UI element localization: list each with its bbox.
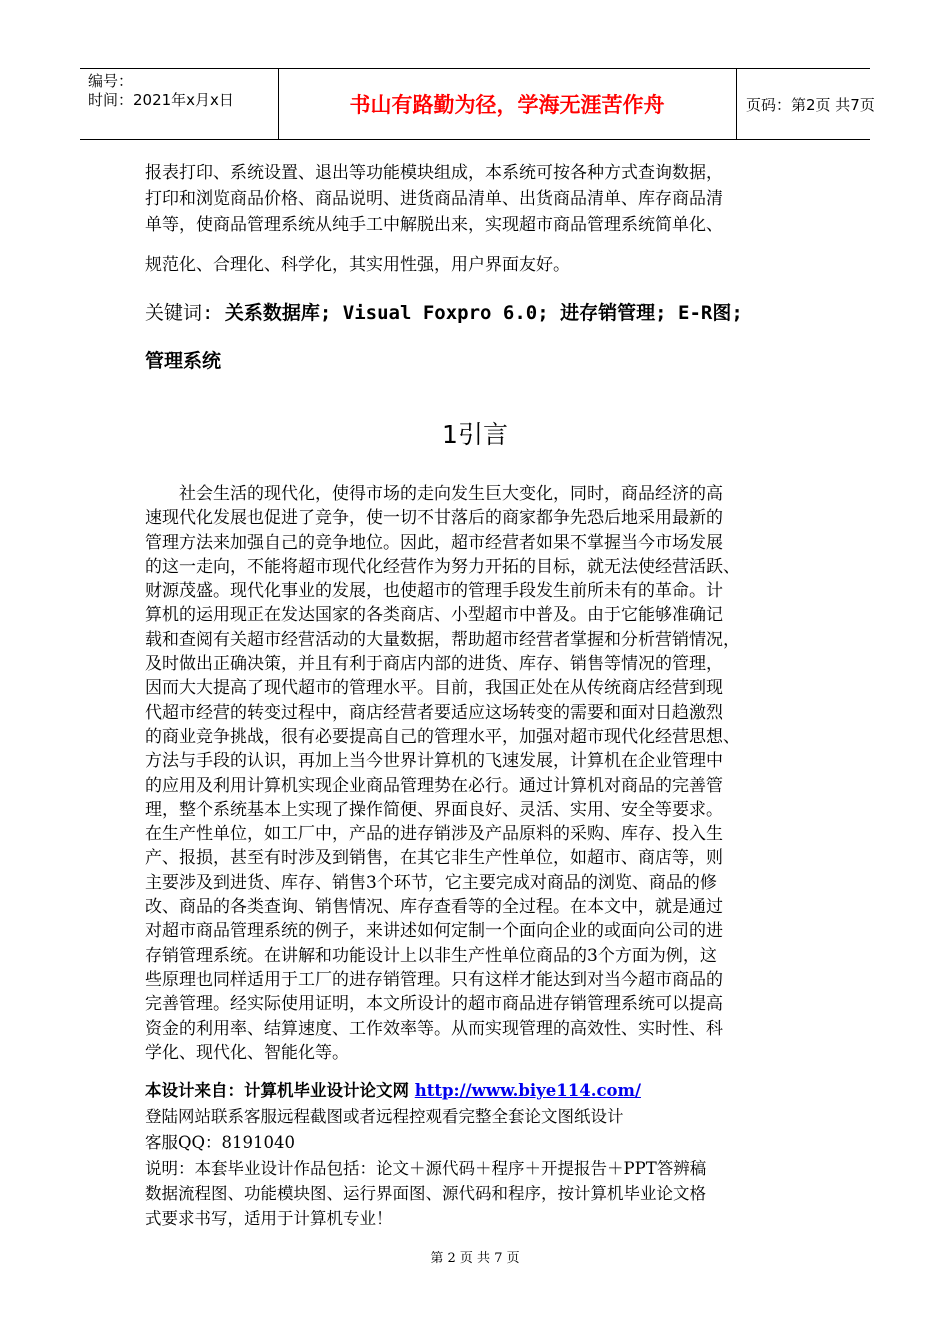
abstract-line: 规范化、合理化、科学化，其实用性强，用户界面友好。 [145,255,570,275]
paragraph-line: 产、报损，甚至有时涉及到销售，在其它非生产性单位，如超市、商店等，则 [145,848,723,869]
paragraph-line: 完善管理。经实际使用证明，本文所设计的超市商品进存销管理系统可以提高 [145,994,723,1015]
paragraph-line: 财源茂盛。现代化事业的发展，也使超市的管理手段发生前所未有的革命。计 [145,581,723,602]
note-line: 登陆网站联系客服远程截图或者远程控观看完整全套论文图纸设计 [145,1107,624,1126]
keywords-label: 关键词: [145,302,214,324]
document-number: 编号： [88,72,134,90]
paragraph-line: 社会生活的现代化，使得市场的走向发生巨大变化，同时，商品经济的高 [179,484,723,504]
paragraph-line: 在生产性单位，如工厂中，产品的进存销涉及产品原料的采购、库存、投入生 [145,824,723,845]
header-motto: 书山有路勤为径，学海无涯苦作舟 [349,93,665,117]
paragraph-line: 理，整个系统基本上实现了操作简便、界面良好、灵活、实用、安全等要求。 [145,799,723,820]
paragraph-line: 学化、现代化、智能化等。 [145,1042,349,1063]
customer-service-qq: 客服QQ：8191040 [145,1133,296,1152]
paragraph-line: 存销管理系统。在讲解和功能设计上以非生产性单位商品的3个方面为例，这 [145,945,717,966]
source-label: 本设计来自：计算机毕业设计论文网 [145,1081,409,1100]
page-header [80,68,875,140]
paragraph-line: 的应用及利用计算机实现企业商品管理势在必行。通过计算机对商品的完善管 [145,775,723,796]
note-line: 式要求书写，适用于计算机专业！ [145,1209,393,1228]
paragraph-line: 因而大大提高了现代超市的管理水平。目前，我国正处在从传统商店经营到现 [145,678,723,699]
source-note [145,1079,845,1103]
page-footer: 第 2 页 共 7 页 [430,1251,520,1266]
keywords-line [145,298,743,325]
keywords-line-2: 管理系统 [145,350,222,372]
paragraph-line: 对超市商品管理系统的例子，来讲述如何定制一个面向企业的或面向公司的进 [145,921,723,942]
note-line: 说明：本套毕业设计作品包括：论文＋源代码＋程序＋开提报告＋PPT答辨稿 [145,1159,707,1178]
paragraph-line: 资金的利用率、结算速度、工作效率等。从而实现管理的高效性、实时性、科 [145,1018,723,1039]
section-title: 1引言 [442,420,508,449]
paragraph-line: 代超市经营的转变过程中，商店经营者要适应这场转变的需要和面对日趋激烈 [145,702,723,723]
source-link[interactable]: http://www.biye114.com/ [414,1081,641,1100]
paragraph-line: 载和查阅有关超市经营活动的大量数据，帮助超市经营者掌握和分析营销情况， [145,629,740,650]
paragraph-line: 方法与手段的认识，再加上当今世界计算机的飞速发展，计算机在企业管理中 [145,751,723,772]
abstract-line: 打印和浏览商品价格、商品说明、进货商品清单、出货商品清单、库存商品清 [145,189,723,209]
paragraph-line: 的这一走向，不能将超市现代化经营作为努力开拓的目标，就无法使经营活跃、 [145,556,740,577]
keywords-list: 关系数据库; Visual Foxpro 6.0; 进存销管理; E-R图; [224,302,743,324]
abstract-line: 报表打印、系统设置、退出等功能模块组成，本系统可按各种方式查询数据， [145,163,723,183]
paragraph-line: 及时做出正确决策，并且有利于商店内部的进货、库存、销售等情况的管理， [145,654,723,675]
header-page-info: 页码：第2页 共7页 [746,95,875,114]
note-line: 数据流程图、功能模块图、运行界面图、源代码和程序，按计算机毕业论文格 [145,1184,706,1203]
paragraph-line: 改、商品的各类查询、销售情况、库存查看等的全过程。在本文中，就是通过 [145,897,723,918]
paragraph-line: 算机的运用现正在发达国家的各类商店、小型超市中普及。由于它能够准确记 [145,605,723,626]
introduction-paragraph [145,482,825,1065]
paragraph-line: 管理方法来加强自己的竞争地位。因此，超市经营者如果不掌握当今市场发展 [145,532,723,553]
paragraph-line: 主要涉及到进货、库存、销售3个环节，它主要完成对商品的浏览、商品的修 [145,872,717,893]
paragraph-line: 速现代化发展也促进了竞争，使一切不甘落后的商家都争先恐后地采用最新的 [145,508,723,529]
paragraph-line: 些原理也同样适用于工厂的进存销管理。只有这样才能达到对当今超市商品的 [145,969,723,990]
paragraph-line: 的商业竞争挑战，很有必要提高自己的管理水平，加强对超市现代化经营思想、 [145,726,740,747]
header-meta [80,69,278,139]
abstract-line: 单等，使商品管理系统从纯手工中解脱出来，实现超市商品管理系统简单化、 [145,215,723,235]
document-time: 时间：2021年x月x日 [88,91,234,109]
